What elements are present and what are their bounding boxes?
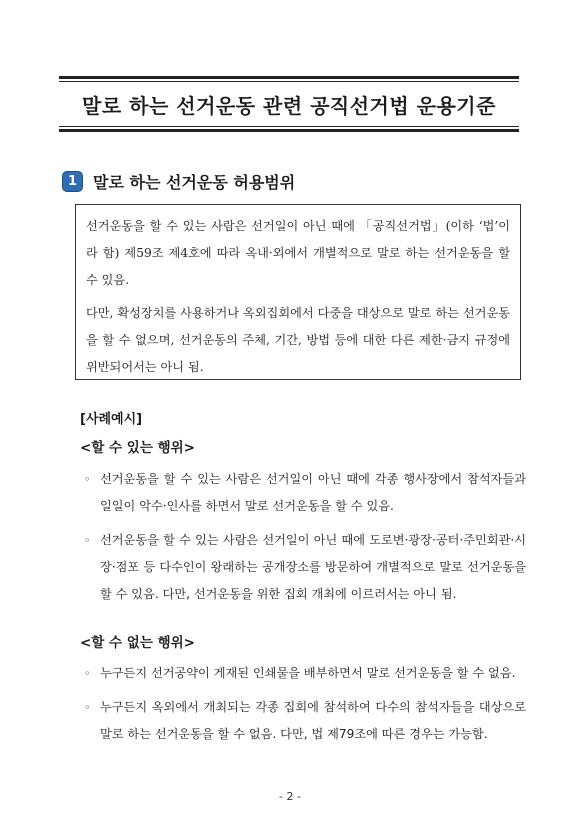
page-number: - 2 - bbox=[279, 790, 301, 803]
examples-label: [사례예시] bbox=[80, 412, 143, 427]
allowed-list bbox=[82, 466, 526, 615]
list-item bbox=[82, 660, 526, 687]
allowed-heading: <할 수 있는 행위> bbox=[80, 440, 195, 456]
rule-paragraph: 다만, 확성장치를 사용하거나 옥외집회에서 다중을 대상으로 말로 하는 선거운동을 할 수 없으며, 선거운동의 주체, 기간, 방법 등에 대한 다른 제한·금지 규정에 위반되어서는 아니 됨. bbox=[86, 306, 510, 374]
section-heading bbox=[62, 170, 295, 193]
list-item-text: 누구든지 옥외에서 개최되는 각종 집회에 참석하여 다수의 참석자들을 대상으로 말로 하는 선거운동을 할 수 없음. 다만, 법 제79조에 따른 경우는 가능함. bbox=[100, 700, 526, 741]
rule-summary-box bbox=[75, 204, 521, 380]
title-band bbox=[59, 76, 519, 132]
list-item-text: 누구든지 선거공약이 게재된 인쇄물을 배부하면서 말로 선거운동을 할 수 없음. bbox=[100, 666, 516, 680]
list-item-text: 선거운동을 할 수 있는 사람은 선거일이 아닌 때에 각종 행사장에서 참석자들과 일일이 악수·인사를 하면서 말로 선거운동을 할 수 있음. bbox=[100, 472, 526, 513]
list-item bbox=[82, 694, 526, 748]
list-item-text: 선거운동을 할 수 있는 사람은 선거일이 아닌 때에 도로변·광장·공터·주민회관·시장·점포 등 다수인이 왕래하는 공개장소를 방문하여 개별적으로 말로 선거운동을 할 수 있음. 다만, 선거운동을 위한 집회 개최에 이르러서는 아니 됨. bbox=[100, 533, 526, 601]
list-item bbox=[82, 466, 526, 520]
bullet-mark: ◦ bbox=[84, 473, 91, 486]
section-number-badge: 1 bbox=[62, 171, 83, 192]
page-title: 말로 하는 선거운동 관련 공직선거법 운용기준 bbox=[82, 93, 496, 118]
section-title: 말로 하는 선거운동 허용범위 bbox=[93, 173, 296, 192]
list-item bbox=[82, 527, 526, 608]
bullet-mark: ◦ bbox=[84, 701, 91, 714]
not-allowed-heading: <할 수 없는 행위> bbox=[80, 635, 195, 651]
rule-paragraph: 선거운동을 할 수 있는 사람은 선거일이 아닌 때에 「공직선거법」(이하 ‘법’이라 함) 제59조 제4호에 따라 옥내·외에서 개별적으로 말로 하는 선거운동을 할 수 있음. bbox=[86, 219, 510, 287]
not-allowed-list bbox=[82, 660, 526, 755]
bullet-mark: ◦ bbox=[84, 667, 91, 680]
bullet-mark: ◦ bbox=[84, 534, 91, 547]
